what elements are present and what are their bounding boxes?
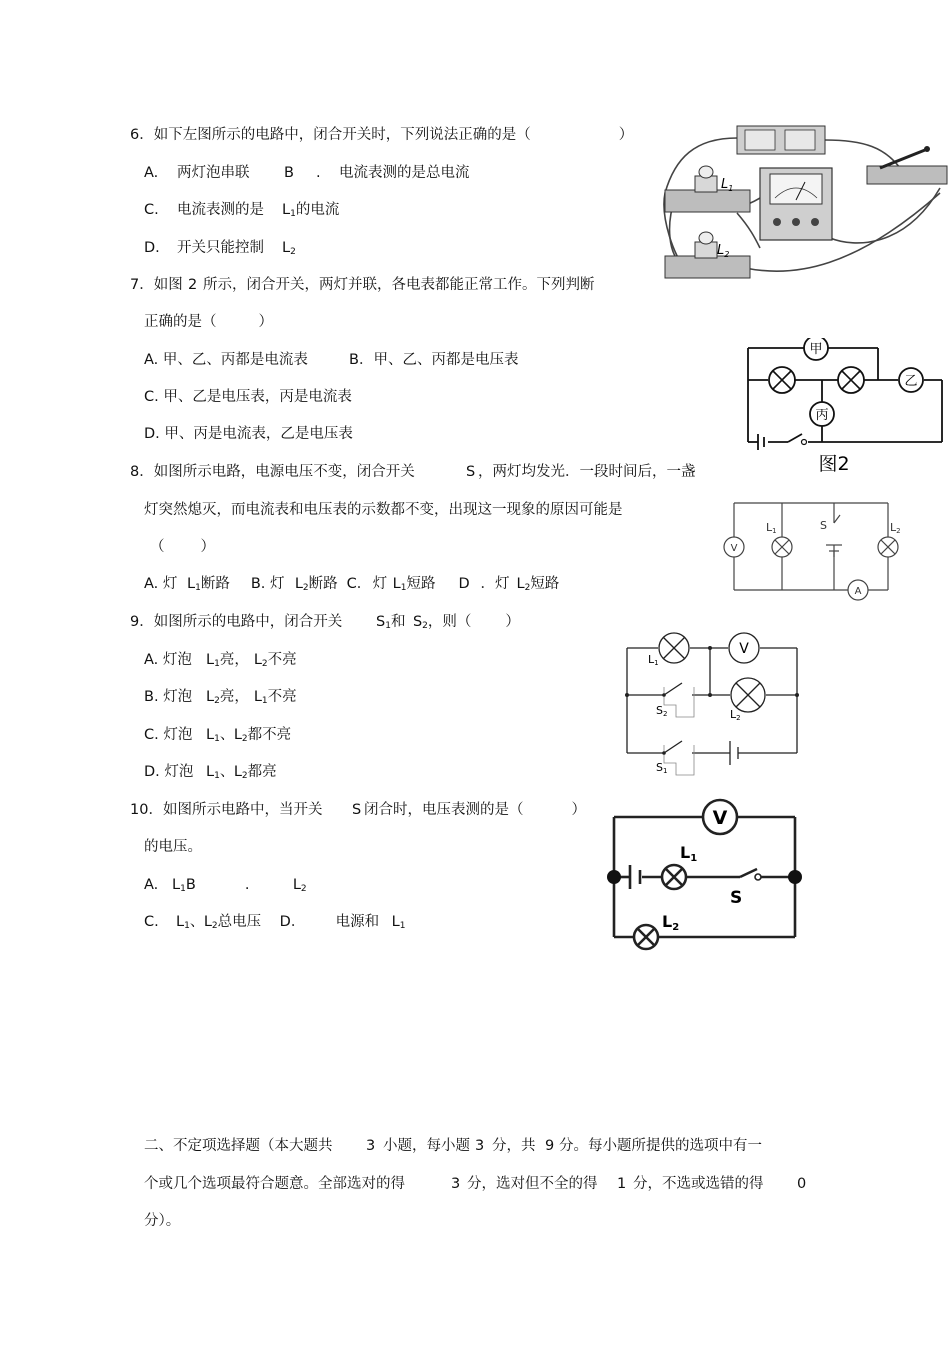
q9-fig-l1-label: L1 xyxy=(648,653,659,667)
q6-fig-l2-label: $L_2$ xyxy=(717,243,730,259)
q10-fig-voltmeter-label: V xyxy=(712,807,728,829)
q6-fig-l1-label: $L_1$ xyxy=(721,177,734,193)
q10-option-c-d: C. $L_1$、$L_2$总电压 D． 电源和 $L_1$ xyxy=(144,914,406,931)
q6-option-d: D. 开关只能控制 $L_2$ xyxy=(144,240,296,257)
q6-option-c: C. 电流表测的是 $L_1$的电流 xyxy=(144,202,340,219)
q9-option-a: A. 灯泡 $L_1$亮， $L_2$不亮 xyxy=(144,652,297,669)
q9-fig-l2-label: L2 xyxy=(730,708,741,722)
q6-option-a-b: A. 两灯泡串联 B . 电流表测的是总电流 xyxy=(144,165,470,181)
q8-options: A. 灯 $L_1$断路 B. 灯 $L_2$断路 C．灯 $L_1$短路 D ．灯 $L_2$短路 xyxy=(144,576,560,593)
q10-option-a-b: A. $L_1B$ . $L_2$ xyxy=(144,877,307,894)
q8-stem-line2: 灯突然熄灭，而电流表和电压表的示数都不变，出现这一现象的原因可能是 xyxy=(144,502,623,518)
q10-circuit-figure xyxy=(600,795,810,957)
section2-line2: 个或几个选项最符合题意。全部选对的得 3 分，选对但不全的得 1 分，不选或选错的得 0 xyxy=(144,1176,807,1192)
q10-fig-l1-label: L1 xyxy=(680,843,698,864)
q7-fig-meter-bing: 丙 xyxy=(815,408,829,423)
q7-option-c: C. 甲、乙是电压表，丙是电流表 xyxy=(144,389,352,405)
q8-stem-line3: （ ） xyxy=(150,539,215,555)
q8-fig-voltmeter-label: V xyxy=(730,543,738,554)
q7-stem-line2: 正确的是（ ） xyxy=(144,314,273,330)
q9-fig-s1-label: S1 xyxy=(656,761,668,775)
q9-stem: 9．如图所示的电路中，闭合开关 $S_1$和 $S_2$，则（ ） xyxy=(130,614,520,631)
q7-option-a-b: A. 甲、乙、丙都是电流表 B．甲、乙、丙都是电压表 xyxy=(144,352,519,368)
q8-fig-ammeter-label: A xyxy=(854,586,862,597)
q9-fig-voltmeter-label: V xyxy=(739,641,749,657)
q6-stem: 6．如下左图所示的电路中，闭合开关时，下列说法正确的是（ ） xyxy=(130,127,634,143)
q8-circuit-figure xyxy=(720,495,910,603)
q9-circuit-figure xyxy=(620,625,805,780)
section2-line1: 二、不定项选择题（本大题共 3 小题，每小题 3 分，共 9 分。每小题所提供的选项中有一 xyxy=(144,1138,762,1154)
q7-stem: 7．如图 2 所示，闭合开关，两灯并联，各电表都能正常工作。下列判断 xyxy=(130,277,595,293)
q9-option-b: B. 灯泡 $L_2$亮， $L_1$不亮 xyxy=(144,689,297,706)
q7-circuit-figure xyxy=(742,338,947,476)
q9-fig-s2-label: S2 xyxy=(656,704,668,718)
q7-option-d: D. 甲、丙是电流表，乙是电压表 xyxy=(144,426,353,442)
q8-stem: 8．如图所示电路，电源电压不变，闭合开关 S ，两灯均发光．一段时间后，一盏 xyxy=(130,464,696,480)
q8-fig-l1-label: L1 xyxy=(766,521,777,535)
q8-fig-l2-label: L2 xyxy=(890,521,901,535)
q9-option-c: C. 灯泡 $L_1$、$L_2$都不亮 xyxy=(144,727,292,744)
q7-fig-caption: 图2 xyxy=(818,453,850,475)
q9-option-d: D. 灯泡 $L_1$、$L_2$都亮 xyxy=(144,764,277,781)
q10-fig-l2-label: L2 xyxy=(662,912,680,933)
q10-stem-line2: 的电压。 xyxy=(144,839,202,855)
q6-apparatus-figure xyxy=(655,118,950,290)
q8-fig-switch-label: S xyxy=(820,519,827,532)
q7-fig-meter-jia: 甲 xyxy=(809,342,823,357)
q7-fig-meter-yi: 乙 xyxy=(904,374,918,389)
q10-stem: 10．如图所示电路中，当开关 S 闭合时，电压表测的是（ ） xyxy=(130,802,586,818)
section2-line3: 分）。 xyxy=(144,1213,181,1229)
q10-fig-switch-label: S xyxy=(730,888,743,908)
